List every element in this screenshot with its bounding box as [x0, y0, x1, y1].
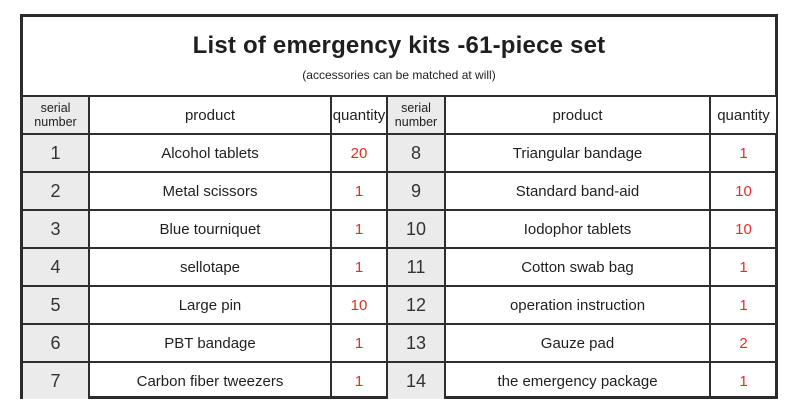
title-section	[23, 17, 775, 95]
product-cell: Cotton swab bag	[445, 248, 710, 286]
table-row	[388, 286, 776, 324]
quantity-cell: 1	[331, 210, 387, 248]
page-subtitle: (accessories can be matched at will)	[302, 68, 496, 82]
quantity-cell: 1	[331, 248, 387, 286]
page-title: List of emergency kits -61-piece set	[192, 32, 606, 59]
quantity-cell: 10	[331, 286, 387, 324]
product-cell: Gauze pad	[445, 324, 710, 362]
emergency-kit-sheet	[20, 14, 778, 399]
table-row	[23, 248, 387, 286]
quantity-header: quantity	[331, 96, 387, 134]
product-cell: operation instruction	[445, 286, 710, 324]
serial-cell: 2	[23, 172, 89, 210]
serial-cell: 8	[388, 134, 445, 172]
product-cell: sellotape	[89, 248, 331, 286]
serial-cell: 4	[23, 248, 89, 286]
product-header: product	[89, 96, 331, 134]
product-cell: Alcohol tablets	[89, 134, 331, 172]
serial-cell: 1	[23, 134, 89, 172]
table-row	[388, 248, 776, 286]
serial-cell: 5	[23, 286, 89, 324]
serial-cell: 3	[23, 210, 89, 248]
tables-row	[23, 95, 775, 399]
table-row	[388, 324, 776, 362]
kit-table-right	[388, 95, 776, 399]
serial-cell: 10	[388, 210, 445, 248]
kit-table-left	[23, 95, 388, 399]
product-cell: the emergency package	[445, 362, 710, 399]
quantity-cell: 20	[331, 134, 387, 172]
table-row	[388, 172, 776, 210]
serial-cell: 7	[23, 362, 89, 399]
product-cell: Large pin	[89, 286, 331, 324]
table-row	[388, 134, 776, 172]
product-cell: Triangular bandage	[445, 134, 710, 172]
table-header-row	[388, 96, 776, 134]
quantity-cell: 1	[710, 362, 776, 399]
product-cell: Metal scissors	[89, 172, 331, 210]
product-cell: Iodophor tablets	[445, 210, 710, 248]
quantity-cell: 1	[331, 362, 387, 399]
quantity-cell: 1	[710, 286, 776, 324]
table-row	[388, 210, 776, 248]
quantity-cell: 10	[710, 210, 776, 248]
quantity-header: quantity	[710, 96, 776, 134]
quantity-cell: 1	[331, 172, 387, 210]
quantity-cell: 1	[710, 248, 776, 286]
serial-number-header: serial number	[23, 96, 89, 134]
serial-cell: 14	[388, 362, 445, 399]
quantity-cell: 1	[331, 324, 387, 362]
table-row	[23, 134, 387, 172]
table-header-row	[23, 96, 387, 134]
serial-cell: 6	[23, 324, 89, 362]
quantity-cell: 1	[710, 134, 776, 172]
product-header: product	[445, 96, 710, 134]
product-cell: Blue tourniquet	[89, 210, 331, 248]
serial-cell: 9	[388, 172, 445, 210]
table-row	[23, 286, 387, 324]
product-cell: Carbon fiber tweezers	[89, 362, 331, 399]
table-row	[23, 362, 387, 399]
serial-cell: 11	[388, 248, 445, 286]
table-row	[23, 172, 387, 210]
product-cell: PBT bandage	[89, 324, 331, 362]
quantity-cell: 10	[710, 172, 776, 210]
serial-cell: 12	[388, 286, 445, 324]
serial-number-header: serial number	[388, 96, 445, 134]
table-row	[388, 362, 776, 399]
table-row	[23, 324, 387, 362]
quantity-cell: 2	[710, 324, 776, 362]
table-row	[23, 210, 387, 248]
product-cell: Standard band-aid	[445, 172, 710, 210]
serial-cell: 13	[388, 324, 445, 362]
